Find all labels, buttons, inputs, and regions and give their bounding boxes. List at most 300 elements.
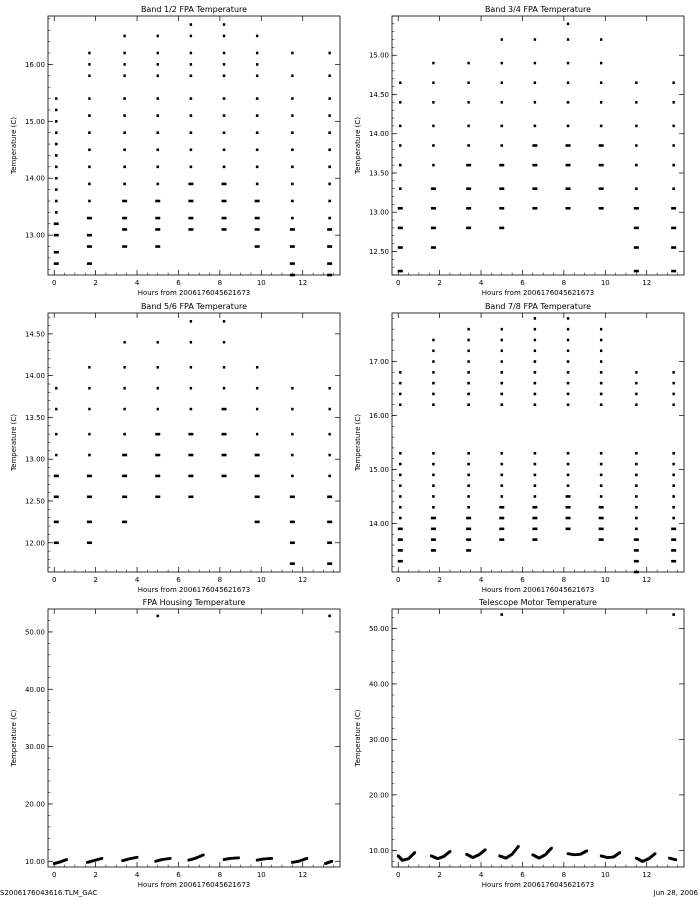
data-point <box>467 360 469 363</box>
data-point <box>467 506 470 509</box>
data-point <box>672 506 675 509</box>
data-point <box>431 538 436 541</box>
data-point <box>634 227 639 230</box>
data-point <box>255 521 260 524</box>
data-point <box>600 81 602 84</box>
data-point <box>55 166 58 169</box>
x-tick-label: 0 <box>395 576 401 584</box>
data-point <box>467 62 469 65</box>
data-point <box>532 517 537 520</box>
data-point <box>534 81 536 84</box>
data-point <box>55 188 58 191</box>
chart-title: Band 1/2 FPA Temperature <box>140 5 248 14</box>
data-point <box>123 183 126 186</box>
data-point <box>255 217 260 220</box>
data-point <box>255 496 260 499</box>
data-point <box>432 506 435 509</box>
data-point <box>500 452 503 455</box>
data-point <box>567 403 570 406</box>
data-point <box>599 164 604 167</box>
data-point <box>671 270 676 273</box>
data-point <box>550 847 553 850</box>
data-point <box>55 131 57 134</box>
data-point <box>328 475 331 478</box>
data-point <box>500 403 503 406</box>
data-point <box>399 187 402 190</box>
y-tick-label: 13.50 <box>368 169 389 178</box>
data-point <box>532 164 537 167</box>
data-point <box>188 200 193 203</box>
data-point <box>237 857 240 860</box>
data-point <box>123 408 125 411</box>
x-tick-label: 8 <box>217 279 223 287</box>
data-point <box>672 125 674 128</box>
data-point <box>255 245 260 248</box>
data-point <box>155 217 160 220</box>
data-point <box>567 81 569 84</box>
data-point <box>635 101 637 104</box>
data-point <box>190 166 193 169</box>
data-point <box>399 101 401 104</box>
data-point <box>500 371 503 374</box>
data-point <box>534 403 537 406</box>
data-point <box>123 366 125 369</box>
data-point <box>532 187 537 190</box>
data-point <box>222 408 227 411</box>
data-point <box>291 114 293 117</box>
data-point <box>500 474 503 477</box>
data-point <box>88 52 90 55</box>
data-point <box>255 454 260 457</box>
data-point <box>156 131 159 134</box>
data-point <box>188 433 193 436</box>
data-point <box>291 200 294 203</box>
data-point <box>467 463 470 466</box>
data-point <box>54 475 59 478</box>
data-point <box>291 387 293 390</box>
data-point <box>290 521 295 524</box>
data-point <box>398 227 403 230</box>
data-point <box>466 227 471 230</box>
data-point <box>567 328 569 331</box>
data-point <box>567 484 570 487</box>
data-point <box>432 382 435 385</box>
y-tick-label: 13.50 <box>24 413 45 422</box>
data-point <box>501 81 503 84</box>
data-point <box>635 382 637 385</box>
data-point <box>501 328 503 331</box>
data-point <box>88 114 91 117</box>
data-point <box>223 97 226 100</box>
data-point <box>291 74 293 77</box>
data-point <box>157 74 159 77</box>
data-point <box>567 393 570 396</box>
data-point <box>399 403 401 406</box>
y-tick-label: 14.00 <box>24 174 45 183</box>
x-tick-label: 6 <box>520 871 525 879</box>
data-point <box>567 23 569 26</box>
chart-title: Band 3/4 FPA Temperature <box>484 5 592 14</box>
data-point <box>123 35 125 38</box>
data-point <box>123 114 126 117</box>
data-point <box>567 349 569 352</box>
data-point <box>634 560 639 563</box>
x-tick-label: 6 <box>520 576 525 584</box>
x-tick-label: 10 <box>256 871 266 879</box>
data-point <box>635 463 638 466</box>
data-point <box>190 52 192 55</box>
data-point <box>467 339 469 342</box>
data-point <box>635 125 637 128</box>
data-point <box>567 38 569 41</box>
data-point <box>190 97 193 100</box>
data-point <box>534 328 536 331</box>
data-point <box>532 538 537 541</box>
data-point <box>291 148 294 151</box>
data-point <box>599 528 604 531</box>
data-point <box>222 454 227 457</box>
data-point <box>190 131 193 134</box>
data-point <box>55 387 57 390</box>
y-tick-label: 15.00 <box>368 465 389 474</box>
data-point <box>466 517 471 520</box>
data-point <box>619 851 622 854</box>
data-point <box>600 393 603 396</box>
data-point <box>87 217 92 220</box>
data-point <box>222 200 227 203</box>
x-tick-label: 12 <box>642 279 652 287</box>
x-tick-label: 0 <box>51 576 57 584</box>
footer-date: Jun 28, 2006 <box>653 889 698 897</box>
data-point <box>635 403 637 406</box>
data-point <box>432 360 434 363</box>
data-point <box>432 81 434 84</box>
data-point <box>432 349 434 352</box>
data-point <box>399 371 401 374</box>
data-point <box>54 222 59 225</box>
data-point <box>223 74 226 77</box>
data-point <box>467 101 469 104</box>
data-point <box>399 463 402 466</box>
y-tick-label: 15.00 <box>24 117 45 126</box>
data-point <box>328 387 330 390</box>
data-point <box>55 154 58 157</box>
data-point <box>499 517 504 520</box>
y-tick-label: 10.00 <box>368 846 389 855</box>
y-tick-label: 15.00 <box>368 51 389 60</box>
data-point <box>55 97 57 100</box>
data-point <box>290 274 295 277</box>
data-point <box>291 475 294 478</box>
x-tick-label: 10 <box>256 279 266 287</box>
y-tick-label: 14.00 <box>368 519 389 528</box>
data-point <box>156 615 159 618</box>
data-point <box>87 541 92 544</box>
data-point <box>672 371 674 374</box>
data-point <box>223 341 225 344</box>
data-point <box>499 528 504 531</box>
data-point <box>467 403 470 406</box>
data-point <box>291 408 293 411</box>
data-point <box>327 262 332 265</box>
data-point <box>328 114 330 117</box>
data-point <box>223 52 225 55</box>
data-point <box>327 496 332 499</box>
x-tick-label: 4 <box>134 871 140 879</box>
data-point <box>291 52 293 55</box>
data-point <box>398 246 403 249</box>
x-axis-label: Hours from 2006176045621673 <box>481 586 595 594</box>
data-point <box>672 463 675 466</box>
x-tick-label: 0 <box>395 279 401 287</box>
chart-4 <box>354 302 684 594</box>
x-axis-label: Hours from 2006176045621673 <box>137 586 251 594</box>
data-point <box>534 452 537 455</box>
data-point <box>256 387 258 390</box>
data-point <box>202 854 205 857</box>
data-point <box>635 517 638 520</box>
data-point <box>155 475 160 478</box>
y-tick-label: 13.00 <box>24 455 45 464</box>
data-point <box>256 366 258 369</box>
data-point <box>431 246 436 249</box>
data-point <box>256 97 259 100</box>
data-point <box>123 148 126 151</box>
y-tick-label: 14.50 <box>368 90 389 99</box>
data-point <box>291 166 294 169</box>
y-tick-label: 50.00 <box>24 628 45 637</box>
data-point <box>635 393 637 396</box>
data-point <box>223 131 226 134</box>
data-point <box>136 856 139 859</box>
data-point <box>674 858 677 861</box>
data-point <box>223 63 225 66</box>
data-point <box>256 408 258 411</box>
y-tick-label: 13.00 <box>368 208 389 217</box>
data-point <box>566 528 571 531</box>
data-point <box>466 549 471 552</box>
x-axis-label: Hours from 2006176045621673 <box>137 289 251 297</box>
data-point <box>330 860 333 863</box>
y-tick-label: 16.00 <box>24 60 45 69</box>
data-point <box>467 452 470 455</box>
data-point <box>88 63 90 66</box>
data-point <box>155 245 160 248</box>
data-point <box>501 38 503 41</box>
data-point <box>88 433 90 436</box>
data-point <box>567 62 569 65</box>
data-point <box>188 475 193 478</box>
data-point <box>566 495 571 498</box>
data-point <box>532 144 537 147</box>
data-point <box>672 393 674 396</box>
data-point <box>432 452 435 455</box>
data-point <box>328 183 331 186</box>
data-point <box>156 148 159 151</box>
data-point <box>223 23 225 26</box>
data-point <box>466 538 471 541</box>
y-tick-label: 50.00 <box>368 624 389 633</box>
data-point <box>500 382 503 385</box>
data-point <box>500 463 503 466</box>
data-point <box>635 474 638 477</box>
data-point <box>88 200 91 203</box>
x-tick-label: 12 <box>298 871 308 879</box>
data-point <box>534 317 536 320</box>
data-point <box>534 125 537 128</box>
y-tick-label: 30.00 <box>368 735 389 744</box>
data-point <box>567 125 570 128</box>
data-point <box>156 114 159 117</box>
x-tick-label: 2 <box>437 576 442 584</box>
data-point <box>501 62 503 65</box>
y-axis-label: Temperature (C) <box>10 414 18 471</box>
data-point <box>635 452 638 455</box>
data-point <box>671 528 676 531</box>
data-point <box>399 164 402 167</box>
data-point <box>399 452 402 455</box>
y-axis-label: Temperature (C) <box>354 414 362 471</box>
chart-6 <box>354 598 684 889</box>
data-point <box>290 245 295 248</box>
data-point <box>432 339 434 342</box>
data-point <box>635 506 638 509</box>
data-point <box>328 52 330 55</box>
data-point <box>399 81 401 84</box>
x-tick-label: 6 <box>176 576 181 584</box>
x-tick-label: 12 <box>298 279 308 287</box>
x-tick-label: 8 <box>561 871 567 879</box>
data-point <box>290 541 295 544</box>
data-point <box>256 114 259 117</box>
data-point <box>256 63 258 66</box>
data-point <box>291 433 293 436</box>
data-point <box>599 144 604 147</box>
data-point <box>567 317 569 320</box>
x-tick-label: 4 <box>134 576 140 584</box>
data-point <box>328 200 331 203</box>
data-point <box>600 463 603 466</box>
data-point <box>291 183 294 186</box>
data-point <box>223 387 225 390</box>
x-tick-label: 0 <box>395 871 401 879</box>
data-point <box>534 349 536 352</box>
data-point <box>534 474 537 477</box>
data-point <box>122 496 127 499</box>
data-point <box>467 393 470 396</box>
data-point <box>635 371 637 374</box>
data-point <box>122 217 127 220</box>
data-point <box>327 228 332 231</box>
y-tick-label: 10.00 <box>24 857 45 866</box>
x-axis-label: Hours from 2006176045621673 <box>481 289 595 297</box>
data-point <box>190 341 192 344</box>
data-point <box>123 63 125 66</box>
data-point <box>466 187 471 190</box>
data-point <box>467 484 470 487</box>
y-tick-label: 12.50 <box>368 247 389 256</box>
data-point <box>499 207 504 210</box>
data-point <box>672 517 675 520</box>
data-point <box>327 274 332 277</box>
data-point <box>156 183 159 186</box>
data-point <box>654 852 657 855</box>
x-tick-label: 4 <box>478 279 484 287</box>
data-point <box>399 474 402 477</box>
data-point <box>501 101 503 104</box>
data-point <box>157 387 159 390</box>
data-point <box>672 474 675 477</box>
data-point <box>431 227 436 230</box>
data-point <box>432 403 435 406</box>
data-point <box>223 166 226 169</box>
data-point <box>256 433 258 436</box>
data-point <box>672 452 675 455</box>
data-point <box>432 371 434 374</box>
x-tick-label: 8 <box>217 871 223 879</box>
chart-title: Band 5/6 FPA Temperature <box>140 302 248 311</box>
data-point <box>88 131 91 134</box>
y-tick-label: 30.00 <box>24 743 45 752</box>
data-point <box>155 228 160 231</box>
chart-title: Band 7/8 FPA Temperature <box>484 302 592 311</box>
data-point <box>398 549 403 552</box>
data-point <box>54 234 59 237</box>
data-point <box>256 35 258 38</box>
data-point <box>155 200 160 203</box>
data-point <box>188 496 193 499</box>
data-point <box>432 463 435 466</box>
data-point <box>432 484 435 487</box>
chart-5 <box>10 598 340 889</box>
data-point <box>55 408 57 411</box>
data-point <box>156 97 159 100</box>
data-point <box>55 109 57 112</box>
data-point <box>501 349 503 352</box>
data-point <box>122 200 127 203</box>
data-point <box>328 408 330 411</box>
x-tick-label: 4 <box>478 576 484 584</box>
data-point <box>499 227 504 230</box>
y-tick-label: 14.50 <box>24 330 45 339</box>
plot-frame <box>392 16 684 275</box>
data-point <box>190 23 192 26</box>
data-point <box>534 495 537 498</box>
data-point <box>671 246 676 249</box>
data-point <box>188 454 193 457</box>
data-point <box>672 613 675 616</box>
plot-frame <box>392 313 684 572</box>
x-tick-label: 8 <box>217 576 223 584</box>
data-point <box>256 52 258 55</box>
data-point <box>88 74 90 77</box>
data-point <box>256 131 259 134</box>
data-point <box>413 851 416 854</box>
data-point <box>600 349 602 352</box>
data-point <box>223 366 225 369</box>
x-tick-label: 6 <box>520 279 525 287</box>
data-point <box>398 207 403 210</box>
data-point <box>223 35 225 38</box>
data-point <box>291 97 293 100</box>
y-tick-label: 13.00 <box>24 231 45 240</box>
data-point <box>567 452 570 455</box>
data-point <box>328 166 331 169</box>
data-point <box>635 528 638 531</box>
x-tick-label: 6 <box>176 871 181 879</box>
data-point <box>223 320 225 323</box>
data-point <box>500 484 503 487</box>
